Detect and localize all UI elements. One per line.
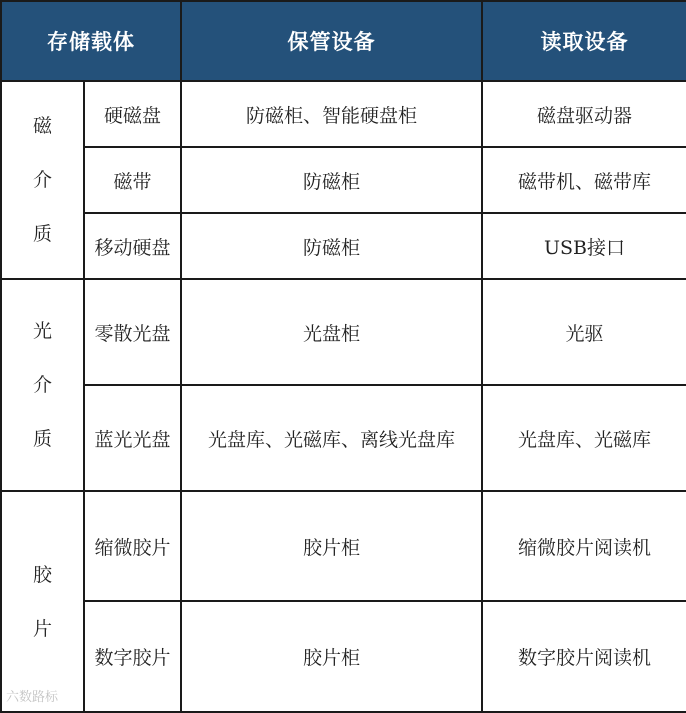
group-label-char: 磁: [32, 115, 52, 137]
watermark: 六数路标: [6, 690, 59, 705]
reading-device-cell: 缩微胶片阅读机: [482, 491, 686, 601]
reading-device-cell: 磁带机、磁带库: [482, 147, 686, 213]
storage-device-cell: 防磁柜: [181, 147, 482, 213]
table-row: [1, 147, 686, 213]
group-label-char: 质: [32, 428, 52, 450]
header-row: [1, 1, 686, 81]
reading-device-cell: USB接口: [482, 213, 686, 279]
storage-device-cell: 胶片柜: [181, 491, 482, 601]
storage-device-cell: 防磁柜: [181, 213, 482, 279]
group-label-char: 介: [32, 374, 52, 396]
storage-device-cell: 光盘库、光磁库、离线光盘库: [181, 385, 482, 491]
table-row: [1, 81, 686, 147]
table-row: [1, 385, 686, 491]
header-reading-device: 读取设备: [482, 1, 686, 81]
media-type-cell: 移动硬盘: [84, 213, 181, 279]
media-type-cell: 磁带: [84, 147, 181, 213]
reading-device-cell: 光盘库、光磁库: [482, 385, 686, 491]
group-label-char: 胶: [32, 563, 52, 586]
group-optical-media: [1, 279, 84, 491]
header-medium: 存储载体: [1, 1, 181, 81]
reading-device-cell: 数字胶片阅读机: [482, 601, 686, 712]
group-film: [1, 491, 84, 712]
group-label-char: 片: [32, 617, 52, 640]
header-storage-device: 保管设备: [181, 1, 482, 81]
table-row: [1, 279, 686, 385]
media-type-cell: 缩微胶片: [84, 491, 181, 601]
group-label-char: 介: [32, 169, 52, 191]
group-label-char: 质: [32, 223, 52, 245]
reading-device-cell: 光驱: [482, 279, 686, 385]
group-label-char: 光: [32, 320, 52, 342]
reading-device-cell: 磁盘驱动器: [482, 81, 686, 147]
table-row: [1, 491, 686, 601]
group-magnetic-media: [1, 81, 84, 279]
storage-device-cell: 光盘柜: [181, 279, 482, 385]
table-row: [1, 601, 686, 712]
media-type-cell: 数字胶片: [84, 601, 181, 712]
media-type-cell: 零散光盘: [84, 279, 181, 385]
table-row: [1, 213, 686, 279]
media-type-cell: 蓝光光盘: [84, 385, 181, 491]
storage-device-cell: 胶片柜: [181, 601, 482, 712]
storage-device-cell: 防磁柜、智能硬盘柜: [181, 81, 482, 147]
media-type-cell: 硬磁盘: [84, 81, 181, 147]
